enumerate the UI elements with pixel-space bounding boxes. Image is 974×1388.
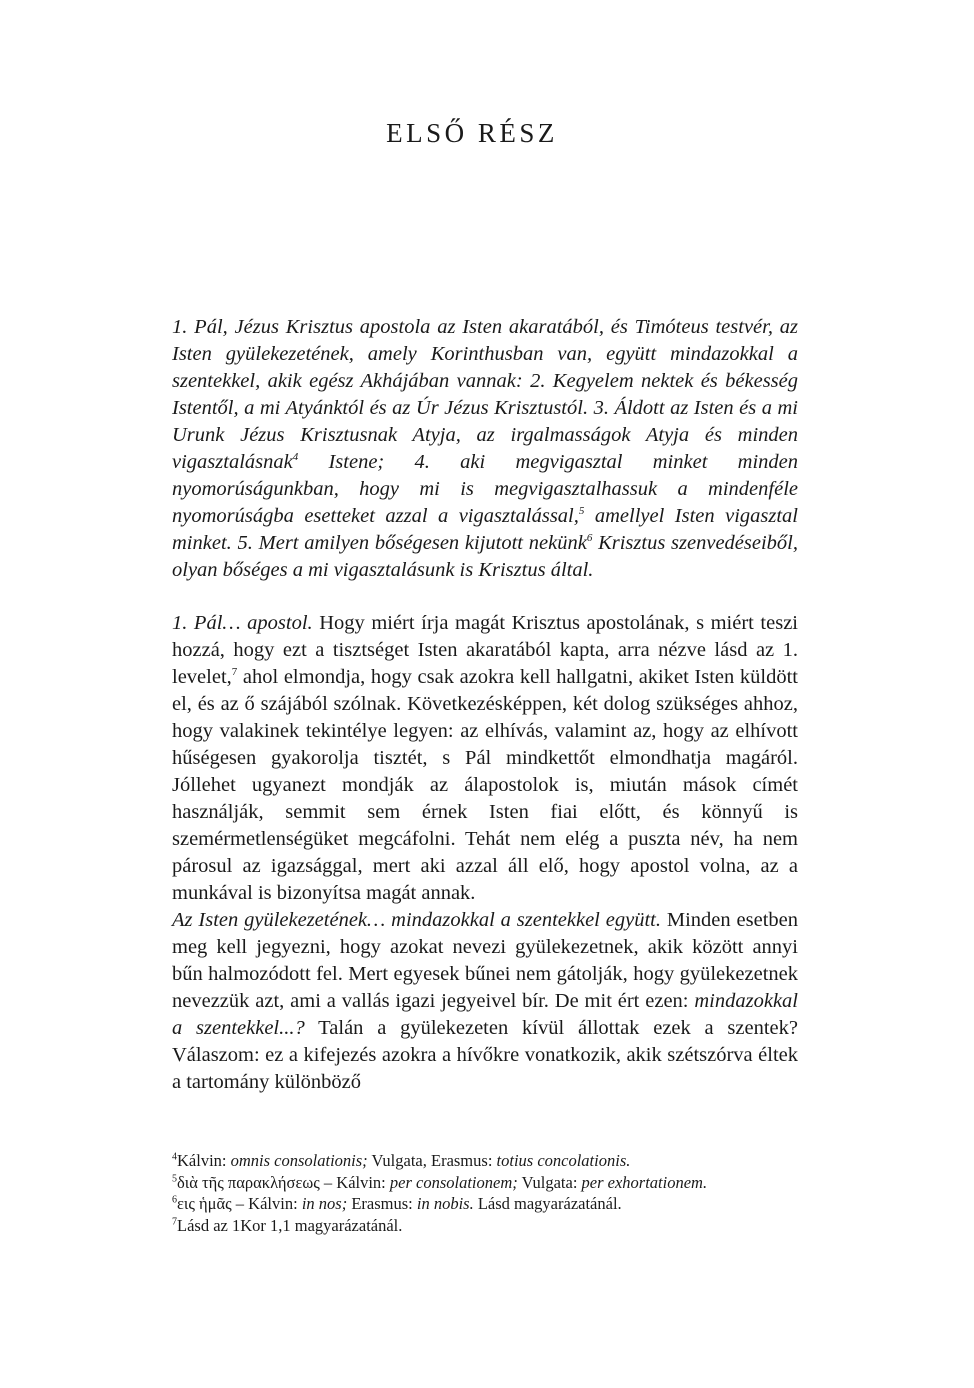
verses-text-3: amellyel Isten vigasztal minket. 5. Mert amilyen bőségesen kijutott nekünk <box>172 505 798 554</box>
footnote-number: 6 <box>172 1194 177 1206</box>
footnote-4 <box>172 1150 798 1172</box>
commentary-lead-1: 1. Pál… apostol. <box>172 612 313 634</box>
footnote-italic: in nobis. <box>416 1194 474 1213</box>
footnote-ref-4: 4 <box>292 451 299 464</box>
verses-paragraph <box>172 314 798 584</box>
footnote-number: 7 <box>172 1216 177 1227</box>
commentary <box>172 610 798 1096</box>
footnote-text: Erasmus: <box>347 1194 417 1213</box>
footnote-number: 5 <box>172 1173 177 1184</box>
commentary-paragraph-1 <box>172 610 798 907</box>
footnote-italic: per exhortationem. <box>581 1172 708 1192</box>
footnote-text: Lásd magyarázatánál. <box>473 1194 622 1213</box>
footnote-5 <box>172 1172 798 1194</box>
footnote-text: εις ἡμᾶς – Kálvin: <box>177 1194 302 1213</box>
footnote-ref-6: 6 <box>586 532 593 545</box>
footnote-number: 4 <box>172 1151 177 1163</box>
footnote-6 <box>172 1193 798 1215</box>
footnote-text: Lásd az 1Kor 1,1 magyarázatánál. <box>177 1215 403 1235</box>
commentary-text-1b: ahol elmondja, hogy csak azokra kell hallgatni, akiket Isten küldött el, és az ő szájából szólnak. Következésképpen, két dolog szükséges ahhoz, hogy valakinek tekintélye legyen: az elhívás, valamint az, hogy az elhívott hűségesen gyakorolja tisztét, s Pál mindkettőt elmondhatja magáról. Jóllehet ugyanezt mondják az álapostolok is, miután mások címét használják, semmit sem érnek Isten fiai előtt, és könnyű is szemérmetlenségüket megcáfolni. Tehát nem elég a puszta név, ha nem párosul az igazsággal, mert aki azzal áll elő, hogy apostol volna, az a munkával is bizonyítsa magát annak. <box>172 666 798 904</box>
page-title: ELSŐ RÉSZ <box>386 118 558 148</box>
footnote-7 <box>172 1215 798 1237</box>
commentary-text-1a: Hogy miért írja magát Krisztus apostolának, s miért teszi hozzá, hogy ezt a tisztséget Isten akaratából kapta, arra nézve lásd az 1. levelet, <box>172 612 798 688</box>
footnote-text: Kálvin: <box>177 1151 231 1170</box>
footnote-text: Vulgata: <box>517 1172 582 1192</box>
footnote-italic: omnis consolationis; <box>230 1151 368 1170</box>
footnotes <box>172 1150 798 1236</box>
commentary-lead-2: Az Isten gyülekezetének… mindazokkal a szentekkel együtt. <box>172 909 661 931</box>
commentary-text-2a: Minden esetben meg kell jegyezni, hogy azokat nevezi gyülekezetnek, akik között annyi bűn halmozódott fel. Mert egyesek bűnei nem gátolják, hogy gyülekezetnek nevezzük azt, ami a vallás igazi jegyeivel bír. De mit ért ezen: <box>172 909 798 1012</box>
footnote-italic: per consolationem; <box>389 1172 518 1192</box>
verses-text-1: 1. Pál, Jézus Krisztus apostola az Isten akaratából, és Timóteus testvér, az Isten gyülekezetének, amely Korinthusban van, együtt mindazokkal a szentekkel, akik egész Akhájában vannak: 2. Kegyelem nektek és békesség Istentől, a mi Atyánktól és az Úr Jézus Krisztustól. 3. Áldott az Isten és a mi Urunk Jézus Krisztusnak Atyja, az irgalmasságok Atyja és minden vigasztalásnak <box>172 316 798 473</box>
commentary-paragraph-2 <box>172 907 798 1096</box>
footnote-ref-7: 7 <box>231 666 238 679</box>
commentary-quote: mindazokkal a szentekkel...? <box>172 990 798 1039</box>
footnote-text: Vulgata, Erasmus: <box>367 1151 497 1170</box>
footnote-ref-5: 5 <box>578 505 585 518</box>
commentary-text-2b: Talán a gyülekezeten kívül állottak ezek a szentek? Válaszom: ez a kifejezés azokra a hívőkre vonatkozik, akik szétszórva éltek a tartomány különböző <box>172 1017 799 1093</box>
verses-text-4: Krisztus szenvedéseiből, olyan bőséges a mi vigasztalásunk is Krisztus által. <box>172 532 798 581</box>
bible-verses <box>172 314 798 584</box>
footnote-italic: in nos; <box>301 1194 348 1213</box>
verses-text-2: Istene; 4. aki megvigasztal minket minden nyomorúságunkban, hogy mi is megvigasztalhassuk a mindenféle nyomorúságba esetteket azzal a vigasztalással, <box>172 451 798 527</box>
footnote-italic: totius concolationis. <box>496 1151 631 1170</box>
footnote-text: διὰ τῆς παρακλήσεως – Kálvin: <box>177 1172 390 1192</box>
